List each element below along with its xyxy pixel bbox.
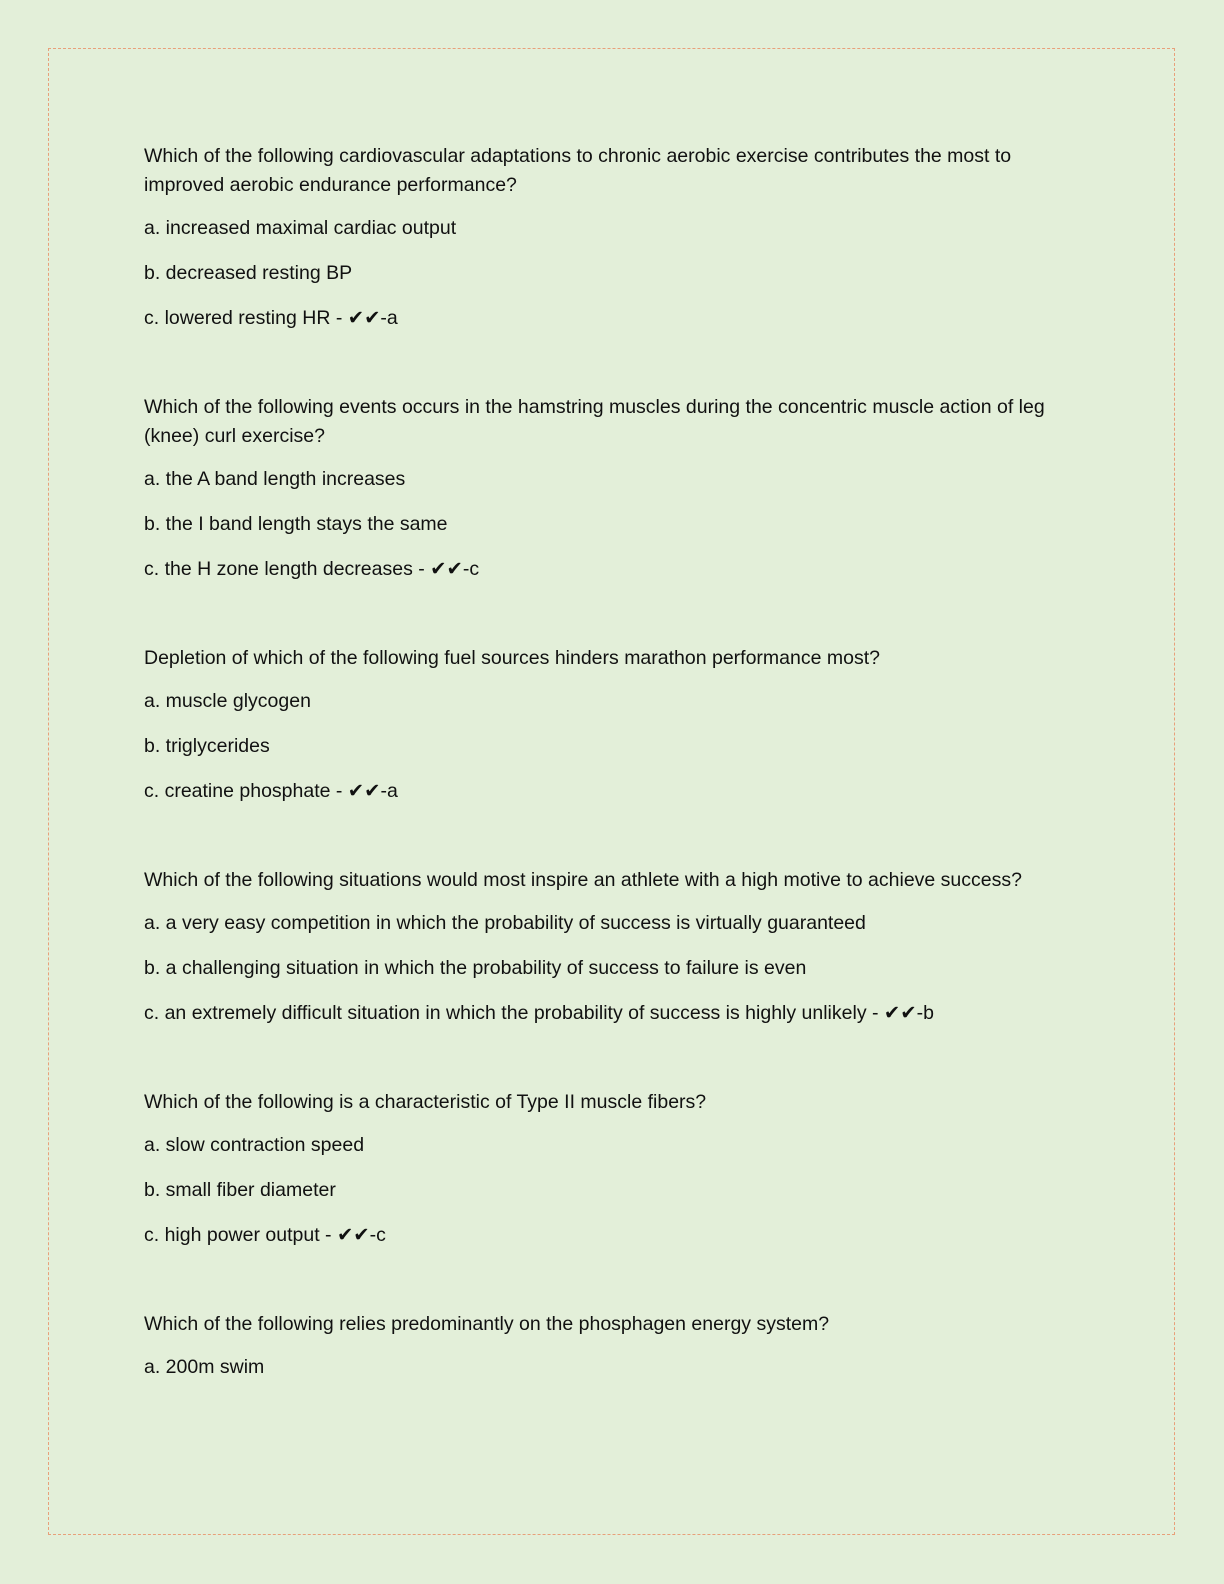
question-text: Which of the following is a characteristic of Type II muscle fibers? bbox=[144, 1091, 707, 1113]
question-spacer bbox=[144, 1044, 1084, 1088]
question-4 bbox=[144, 866, 1084, 1028]
option-c-with-answer: c. creatine phosphate - ✔✔-a bbox=[144, 780, 398, 802]
question-spacer bbox=[144, 1266, 1084, 1310]
option-c-with-answer: c. high power output - ✔✔-c bbox=[144, 1224, 386, 1246]
question-3 bbox=[144, 644, 1084, 806]
option-a: a. 200m swim bbox=[144, 1356, 265, 1378]
question-spacer bbox=[144, 600, 1084, 644]
question-text: Which of the following situations would most inspire an athlete with a high motive to achieve success? bbox=[144, 869, 1022, 891]
question-text: Depletion of which of the following fuel sources hinders marathon performance most? bbox=[144, 647, 880, 669]
option-a: a. increased maximal cardiac output bbox=[144, 217, 457, 239]
option-b: b. triglycerides bbox=[144, 735, 270, 757]
option-b: b. decreased resting BP bbox=[144, 262, 353, 284]
option-c-with-answer: c. an extremely difficult situation in which the probability of success is highly unlikely - ✔✔-b bbox=[144, 1002, 934, 1024]
option-a: a. the A band length increases bbox=[144, 468, 406, 490]
option-b: b. a challenging situation in which the probability of success to failure is even bbox=[144, 957, 807, 979]
question-list bbox=[144, 142, 1084, 1398]
question-text: Which of the following events occurs in the hamstring muscles during the concentric muscle action of leg (knee) curl exercise? bbox=[144, 396, 1045, 447]
question-spacer bbox=[144, 822, 1084, 866]
question-spacer bbox=[144, 349, 1084, 393]
question-2 bbox=[144, 393, 1084, 584]
question-text: Which of the following relies predominantly on the phosphagen energy system? bbox=[144, 1313, 830, 1335]
option-b: b. small fiber diameter bbox=[144, 1179, 336, 1201]
option-b: b. the I band length stays the same bbox=[144, 513, 448, 535]
option-c-with-answer: c. lowered resting HR - ✔✔-a bbox=[144, 307, 398, 329]
question-5 bbox=[144, 1088, 1084, 1250]
option-a: a. a very easy competition in which the probability of success is virtually guaranteed bbox=[144, 912, 866, 934]
option-c-with-answer: c. the H zone length decreases - ✔✔-c bbox=[144, 558, 480, 580]
question-6 bbox=[144, 1310, 1084, 1382]
option-a: a. slow contraction speed bbox=[144, 1134, 365, 1156]
question-text: Which of the following cardiovascular adaptations to chronic aerobic exercise contributes the most to improved aerobic endurance performance? bbox=[144, 145, 1012, 196]
option-a: a. muscle glycogen bbox=[144, 690, 311, 712]
question-1 bbox=[144, 142, 1084, 333]
